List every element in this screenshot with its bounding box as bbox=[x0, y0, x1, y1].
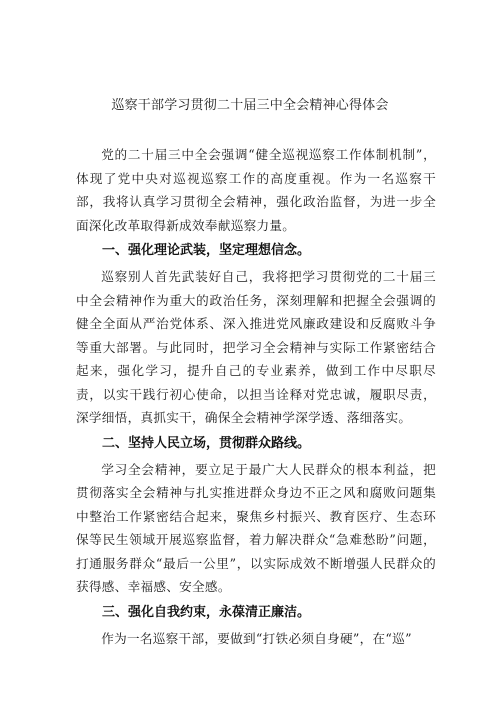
section-2-heading: 二、坚持人民立场，贯彻群众路线。 bbox=[102, 435, 311, 451]
section-3-heading: 三、强化自我约束，永葆清正廉洁。 bbox=[102, 604, 311, 620]
intro-paragraph: 党的二十届三中全会强调“健全巡视巡察工作体制机制”，体现了党中央对巡视巡察工作的高度重视。作为一名巡察干部，我将认真学习贯彻全会精神，强化政治监督，为进一步全面深化改革取得新成效奉献巡察力量。 bbox=[76, 147, 436, 233]
section-1-paragraph: 巡察别人首先武装好自己，我将把学习贯彻党的二十届三中全会精神作为重大的政治任务，深刻理解和把握全会强调的健全全面从严治党体系、深入推进党风廉政建设和反腐败斗争等重大部署。与此同时，把学习全会精神与实际工作紧密结合起来，强化学习，提升自己的专业素养，做到工作中尽职尽责，以实干践行初心使命，以担当诠释对党忠诚，履职尽责，深学细悟，真抓实干，确保全会精神学深学透、落细落实。 bbox=[76, 269, 436, 425]
document-body bbox=[76, 143, 436, 650]
section-2-paragraph: 学习全会精神，要立足于最广大人民群众的根本利益，把贯彻落实全会精神与扎实推进群众身边不正之风和腐败问题集中整治工作紧密结合起来，聚焦乡村振兴、教育医疗、生态环保等民生领域开展巡察监督，着力解决群众“急难愁盼”问题，打通服务群众“最后一公里”，以实际成效不断增强人民群众的获得感、幸福感、安全感。 bbox=[76, 461, 436, 594]
section-1-heading: 一、强化理论武装，坚定理想信念。 bbox=[102, 243, 311, 258]
document-title: 巡察干部学习贯彻二十届三中全会精神心得体会 bbox=[111, 98, 389, 113]
section-3-paragraph: 作为一名巡察干部，要做到“打铁必须自身硬”，在“巡” bbox=[101, 630, 412, 646]
